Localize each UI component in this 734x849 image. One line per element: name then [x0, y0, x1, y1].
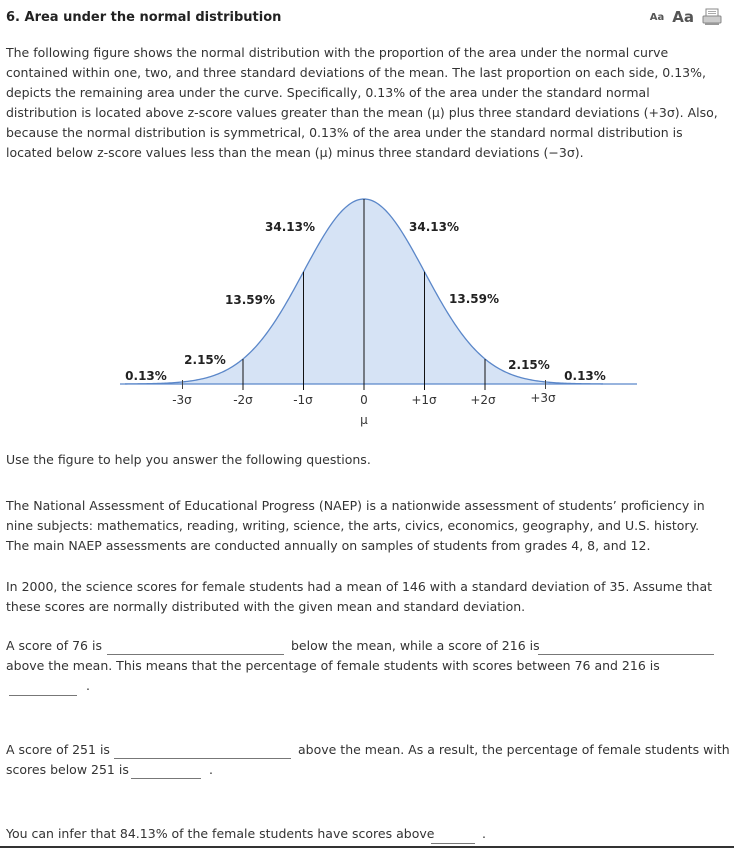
pct-0-1-right: 34.13%: [409, 220, 459, 234]
pct-2-3-left: 2.15%: [184, 353, 226, 367]
printer-icon[interactable]: [702, 8, 722, 26]
q2-text-1: A score of 251 is: [6, 742, 110, 757]
q3-answer-blank[interactable]: [431, 829, 475, 844]
pct-2-3-right: 2.15%: [508, 358, 550, 372]
q2-text-2: above the mean. As a result, the percentage of female students with: [298, 742, 730, 757]
q1-text-2: below the mean, while a score of 216 is: [291, 638, 540, 653]
use-figure-text: Use the figure to help you answer the following questions.: [6, 452, 371, 467]
tick-label: +2σ: [470, 393, 496, 407]
normal-distribution-figure: [110, 190, 640, 430]
tick-label: -3σ: [172, 393, 192, 407]
decrease-font-button[interactable]: Aa: [649, 11, 665, 23]
pct-1-2-right: 13.59%: [449, 292, 499, 306]
question-title: 6. Area under the normal distribution: [6, 10, 282, 25]
q1-text-3: above the mean. This means that the percentage of female students with scores between 76 and 216 is: [6, 658, 660, 673]
pct-left-tail: 0.13%: [125, 369, 167, 383]
q1-answer-blank-3[interactable]: [9, 681, 77, 696]
q2-answer-blank-2[interactable]: [131, 764, 201, 779]
increase-font-button[interactable]: Aa: [672, 8, 694, 26]
toolbar: [650, 8, 722, 26]
mu-label: μ: [360, 413, 368, 427]
q2-answer-blank-1[interactable]: [114, 744, 291, 759]
tick-label: +3σ: [530, 391, 556, 405]
q3-text-1: You can infer that 84.13% of the female students have scores above: [6, 826, 435, 841]
pct-1-2-left: 13.59%: [225, 293, 275, 307]
pct-right-tail: 0.13%: [564, 369, 606, 383]
q2-period: .: [209, 762, 213, 777]
naep-paragraph: The National Assessment of Educational Progress (NAEP) is a nationwide assessment of students’ proficiency in nine subjects: mathematics, reading, writing, science, the arts, civics, economics, geography, and U.S. history. The main NAEP assessments are conducted annually on samples of students from grades 4, 8, and 12.: [6, 498, 705, 553]
tick-label: 0: [360, 393, 368, 407]
tick-label: -2σ: [233, 393, 253, 407]
q1-period: .: [86, 678, 90, 693]
bottom-divider: [0, 846, 734, 848]
tick-label: -1σ: [293, 393, 313, 407]
q1-text-1: A score of 76 is: [6, 638, 102, 653]
pct-0-1-left: 34.13%: [265, 220, 315, 234]
q3-period: .: [482, 826, 486, 841]
q2-text-3: scores below 251 is: [6, 762, 129, 777]
tick-label: +1σ: [411, 393, 437, 407]
science-paragraph: In 2000, the science scores for female students had a mean of 146 with a standard deviation of 35. Assume that these scores are normally distributed with the given mean and standard deviation.: [6, 579, 713, 614]
q1-answer-blank-1[interactable]: [107, 640, 284, 655]
q1-answer-blank-2[interactable]: [538, 640, 714, 655]
intro-paragraph: The following figure shows the normal distribution with the proportion of the area under the normal curve contained within one, two, and three standard deviations of the mean. The last proportion on each side, 0.13%, depicts the remaining area under the curve. Specifically, 0.13% of the area under the standard normal distribution is located above z-score values greater than the mean (μ) plus three standard deviations (+3σ). Also, because the normal distribution is symmetrical, 0.13% of the area under the standard normal distribution is located below z-score values less than the mean (μ) minus three standard deviations (−3σ).: [6, 45, 718, 160]
